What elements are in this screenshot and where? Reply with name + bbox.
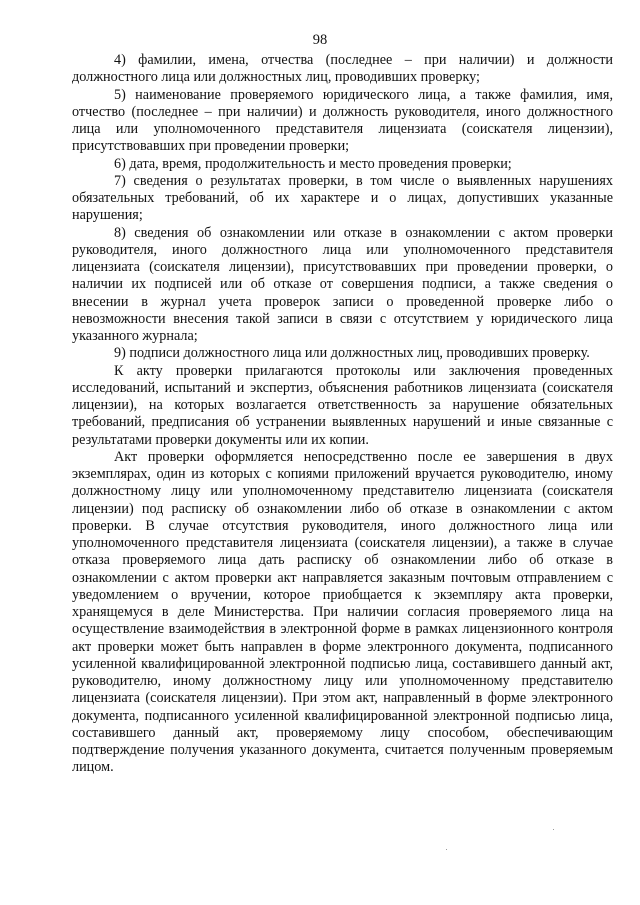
body-text [72, 52, 613, 777]
scan-speck [553, 829, 554, 830]
paragraph-attachments: К акту проверки прилагаются протоколы или заключения проведенных исследований, испытаний и экспертиз, объяснения работников лицензиата (соискателя лицензии), на которых возлагается ответственность за нарушение обязательных требований, предписания об устранении выявленных нарушений и иные связанные с результатами проверки документы или их копии. [72, 362, 613, 448]
paragraph-item-4: 4) фамилии, имена, отчества (последнее – при наличии) и должности должностного лица или должностных лиц, проводивших проверку; [72, 52, 613, 86]
paragraph-item-5: 5) наименование проверяемого юридического лица, а также фамилия, имя, отчество (последнее – при наличии) и должность руководителя, иного должностного лица или уполномоченного представителя лицензиата (соискателя лицензии), присутствовавших при проведении проверки; [72, 86, 613, 155]
paragraph-item-8: 8) сведения об ознакомлении или отказе в ознакомлении с актом проверки руководителя, иного должностного лица или уполномоченного представителя лицензиата (соискателя лицензии), присутствовавших при проведении проверки, о наличии их подписей или об отказе от совершения подписи, а также сведения о внесении в журнал учета проверок записи о проведенной проверке либо о невозможности внесения такой записи в связи с отсутствием у юридического лица указанного журнала; [72, 224, 613, 344]
paragraph-item-7: 7) сведения о результатах проверки, в том числе о выявленных нарушениях обязательных требований, об их характере и о лицах, допустивших указанные нарушения; [72, 172, 613, 224]
paragraph-item-9: 9) подписи должностного лица или должностных лиц, проводивших проверку. [114, 345, 590, 362]
page-number: 98 [312, 32, 328, 48]
paragraph-item-6: 6) дата, время, продолжительность и место проведения проверки; [114, 155, 512, 172]
paragraph-act-delivery: Акт проверки оформляется непосредственно после ее завершения в двух экземплярах, один из которых с копиями приложений вручается руководителю, иному должностному лицу или уполномоченному представителю лицензиата (соискателя лицензии) под расписку об ознакомлении либо об отказе в ознакомлении с актом проверки. В случае отсутствия руководителя, иного должностного лица или уполномоченного представителя лицензиата (соискателя лицензии), а также в случае отказа проверяемого лица дать расписку об ознакомлении либо об отказе в ознакомлении с актом проверки акт направляется заказным почтовым отправлением с уведомлением о вручении, которое приобщается к экземпляру акта проверки, хранящемуся в деле Министерства. При наличии согласия проверяемого лица на осуществление взаимодействия в электронной форме в рамках лицензионного контроля акт проверки может быть направлен в форме электронного документа, подписанного усиленной квалифицированной электронной подписью лица, составившего данный акт, руководителю, иному должностному лицу или уполномоченному представителю лицензиата (соискателя лицензии). При этом акт, направленный в форме электронного документа, подписанного усиленной квалифицированной электронной подписью лица, составившего данный акт, проверяемому лицу способом, обеспечивающим подтверждение получения указанного документа, считается полученным проверяемым лицом. [72, 448, 613, 776]
scan-speck [446, 849, 447, 850]
